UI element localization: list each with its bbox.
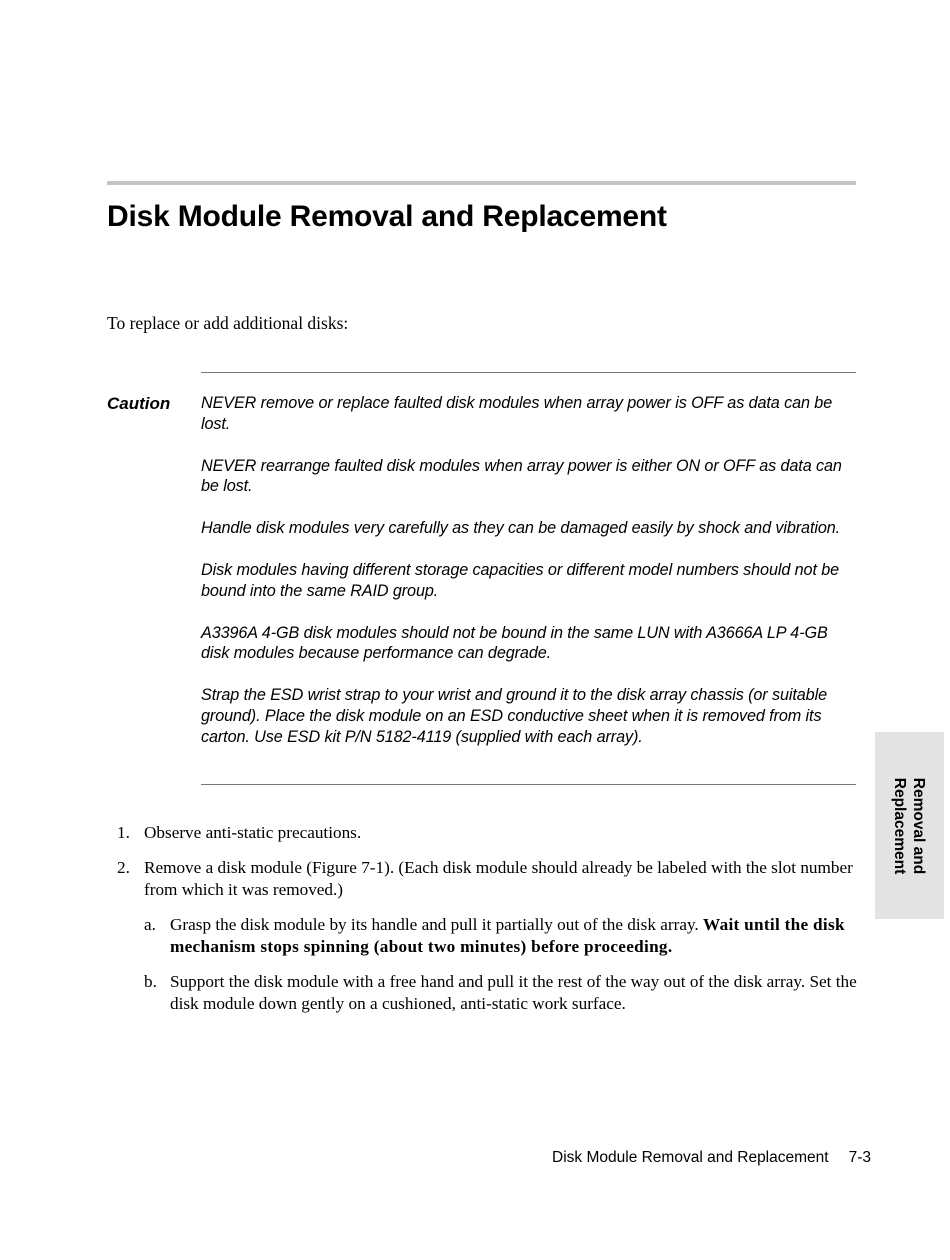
intro-text: To replace or add additional disks: [107, 313, 349, 333]
caution-paragraph: NEVER rearrange faulted disk modules when array power is either ON or OFF as data can be lost. [201, 456, 842, 496]
caution-paragraph: Strap the ESD wrist strap to your wrist and ground it to the disk array chassis (or suitable ground). Place the disk module on an ESD conductive sheet when it is removed from its carton. Use ESD kit P/N 5182-4119 (supplied with each array). [201, 686, 827, 746]
substep-b [107, 971, 859, 1015]
procedure-steps [107, 822, 859, 1028]
caution-paragraph: NEVER remove or replace faulted disk modules when array power is OFF as data can be lost. [201, 394, 833, 433]
page-title: Disk Module Removal and Replacement [107, 200, 667, 233]
section-tab [875, 732, 944, 919]
section-tab-label: Removal and Replacement [891, 777, 927, 875]
page-number: 7-3 [848, 1149, 871, 1166]
top-rule [107, 181, 856, 185]
step-number: 2. [117, 858, 130, 877]
substep-text: Grasp the disk module by its handle and pull it partially out of the disk array. [170, 915, 699, 934]
caution-top-rule [201, 372, 856, 373]
caution-label: Caution [107, 394, 171, 413]
step-text: Remove a disk module (Figure 7-1). (Each disk module should already be labeled with the slot number from which it was removed.) [144, 858, 853, 899]
step-number: 1. [117, 823, 130, 842]
substep-letter: a. [144, 915, 156, 934]
substep-warning: Wait until the disk mechanism stops spinning (about two minutes) before proceeding. [170, 915, 845, 956]
caution-paragraph: Disk modules having different storage capacities or different model numbers should not be bound into the same RAID group. [201, 560, 840, 600]
substep-letter: b. [144, 972, 157, 991]
caution-bottom-rule [201, 784, 856, 785]
step-1 [107, 822, 859, 844]
footer-title: Disk Module Removal and Replacement [552, 1149, 829, 1166]
substep-text: Support the disk module with a free hand and pull it the rest of the way out of the disk array. Set the disk module down gently on a cushioned, anti-static work surface. [170, 972, 857, 1013]
step-text: Observe anti-static precautions. [144, 823, 362, 842]
caution-paragraph: Handle disk modules very carefully as they can be damaged easily by shock and vibration. [201, 519, 841, 538]
caution-body [201, 393, 859, 769]
substep-a [107, 914, 859, 958]
step-2 [107, 857, 859, 901]
page-footer [552, 1148, 871, 1168]
caution-paragraph: A3396A 4-GB disk modules should not be bound in the same LUN with A3666A LP 4-GB disk modules because performance can degrade. [201, 623, 828, 663]
